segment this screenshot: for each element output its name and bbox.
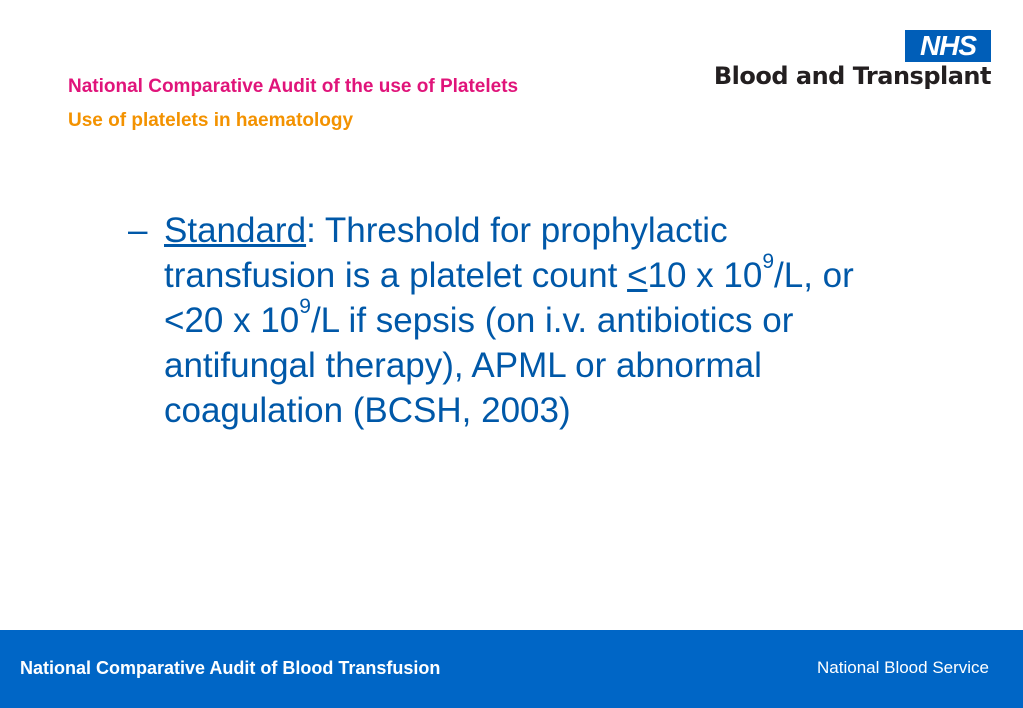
footer-left-text: National Comparative Audit of Blood Transfusion: [20, 658, 441, 678]
slide-body: [128, 208, 908, 433]
footer-right-text: National Blood Service: [817, 658, 989, 677]
logo-org-name: Blood and Transplant: [713, 62, 991, 90]
exponent-1: 9: [762, 250, 775, 273]
bullet-text-1: : Threshold for prophylactic transfusion is a platelet count: [164, 211, 728, 295]
slide-subtitle: Use of platelets in haematology: [68, 110, 354, 131]
bullet-dash: –: [128, 211, 148, 250]
slide-title: National Comparative Audit of the use of Platelets: [68, 76, 519, 97]
bullet-text-2: 10 x 10: [647, 256, 763, 295]
standard-label: Standard: [164, 211, 307, 250]
footer-bar: [0, 630, 1023, 708]
bullet-text-3: /L, or <20 x 10: [164, 256, 854, 340]
nhs-blood-and-transplant-logo: [700, 30, 995, 96]
bullet-text-4: /L if sepsis (on i.v. antibiotics or antifungal therapy), APML or abnormal coagulation (BCSH, 2003): [164, 301, 794, 430]
bullet-item: [128, 208, 908, 433]
nhs-logo-box: NHS: [905, 30, 991, 62]
exponent-2: 9: [299, 295, 311, 318]
less-than-equal-symbol: <: [627, 256, 648, 295]
